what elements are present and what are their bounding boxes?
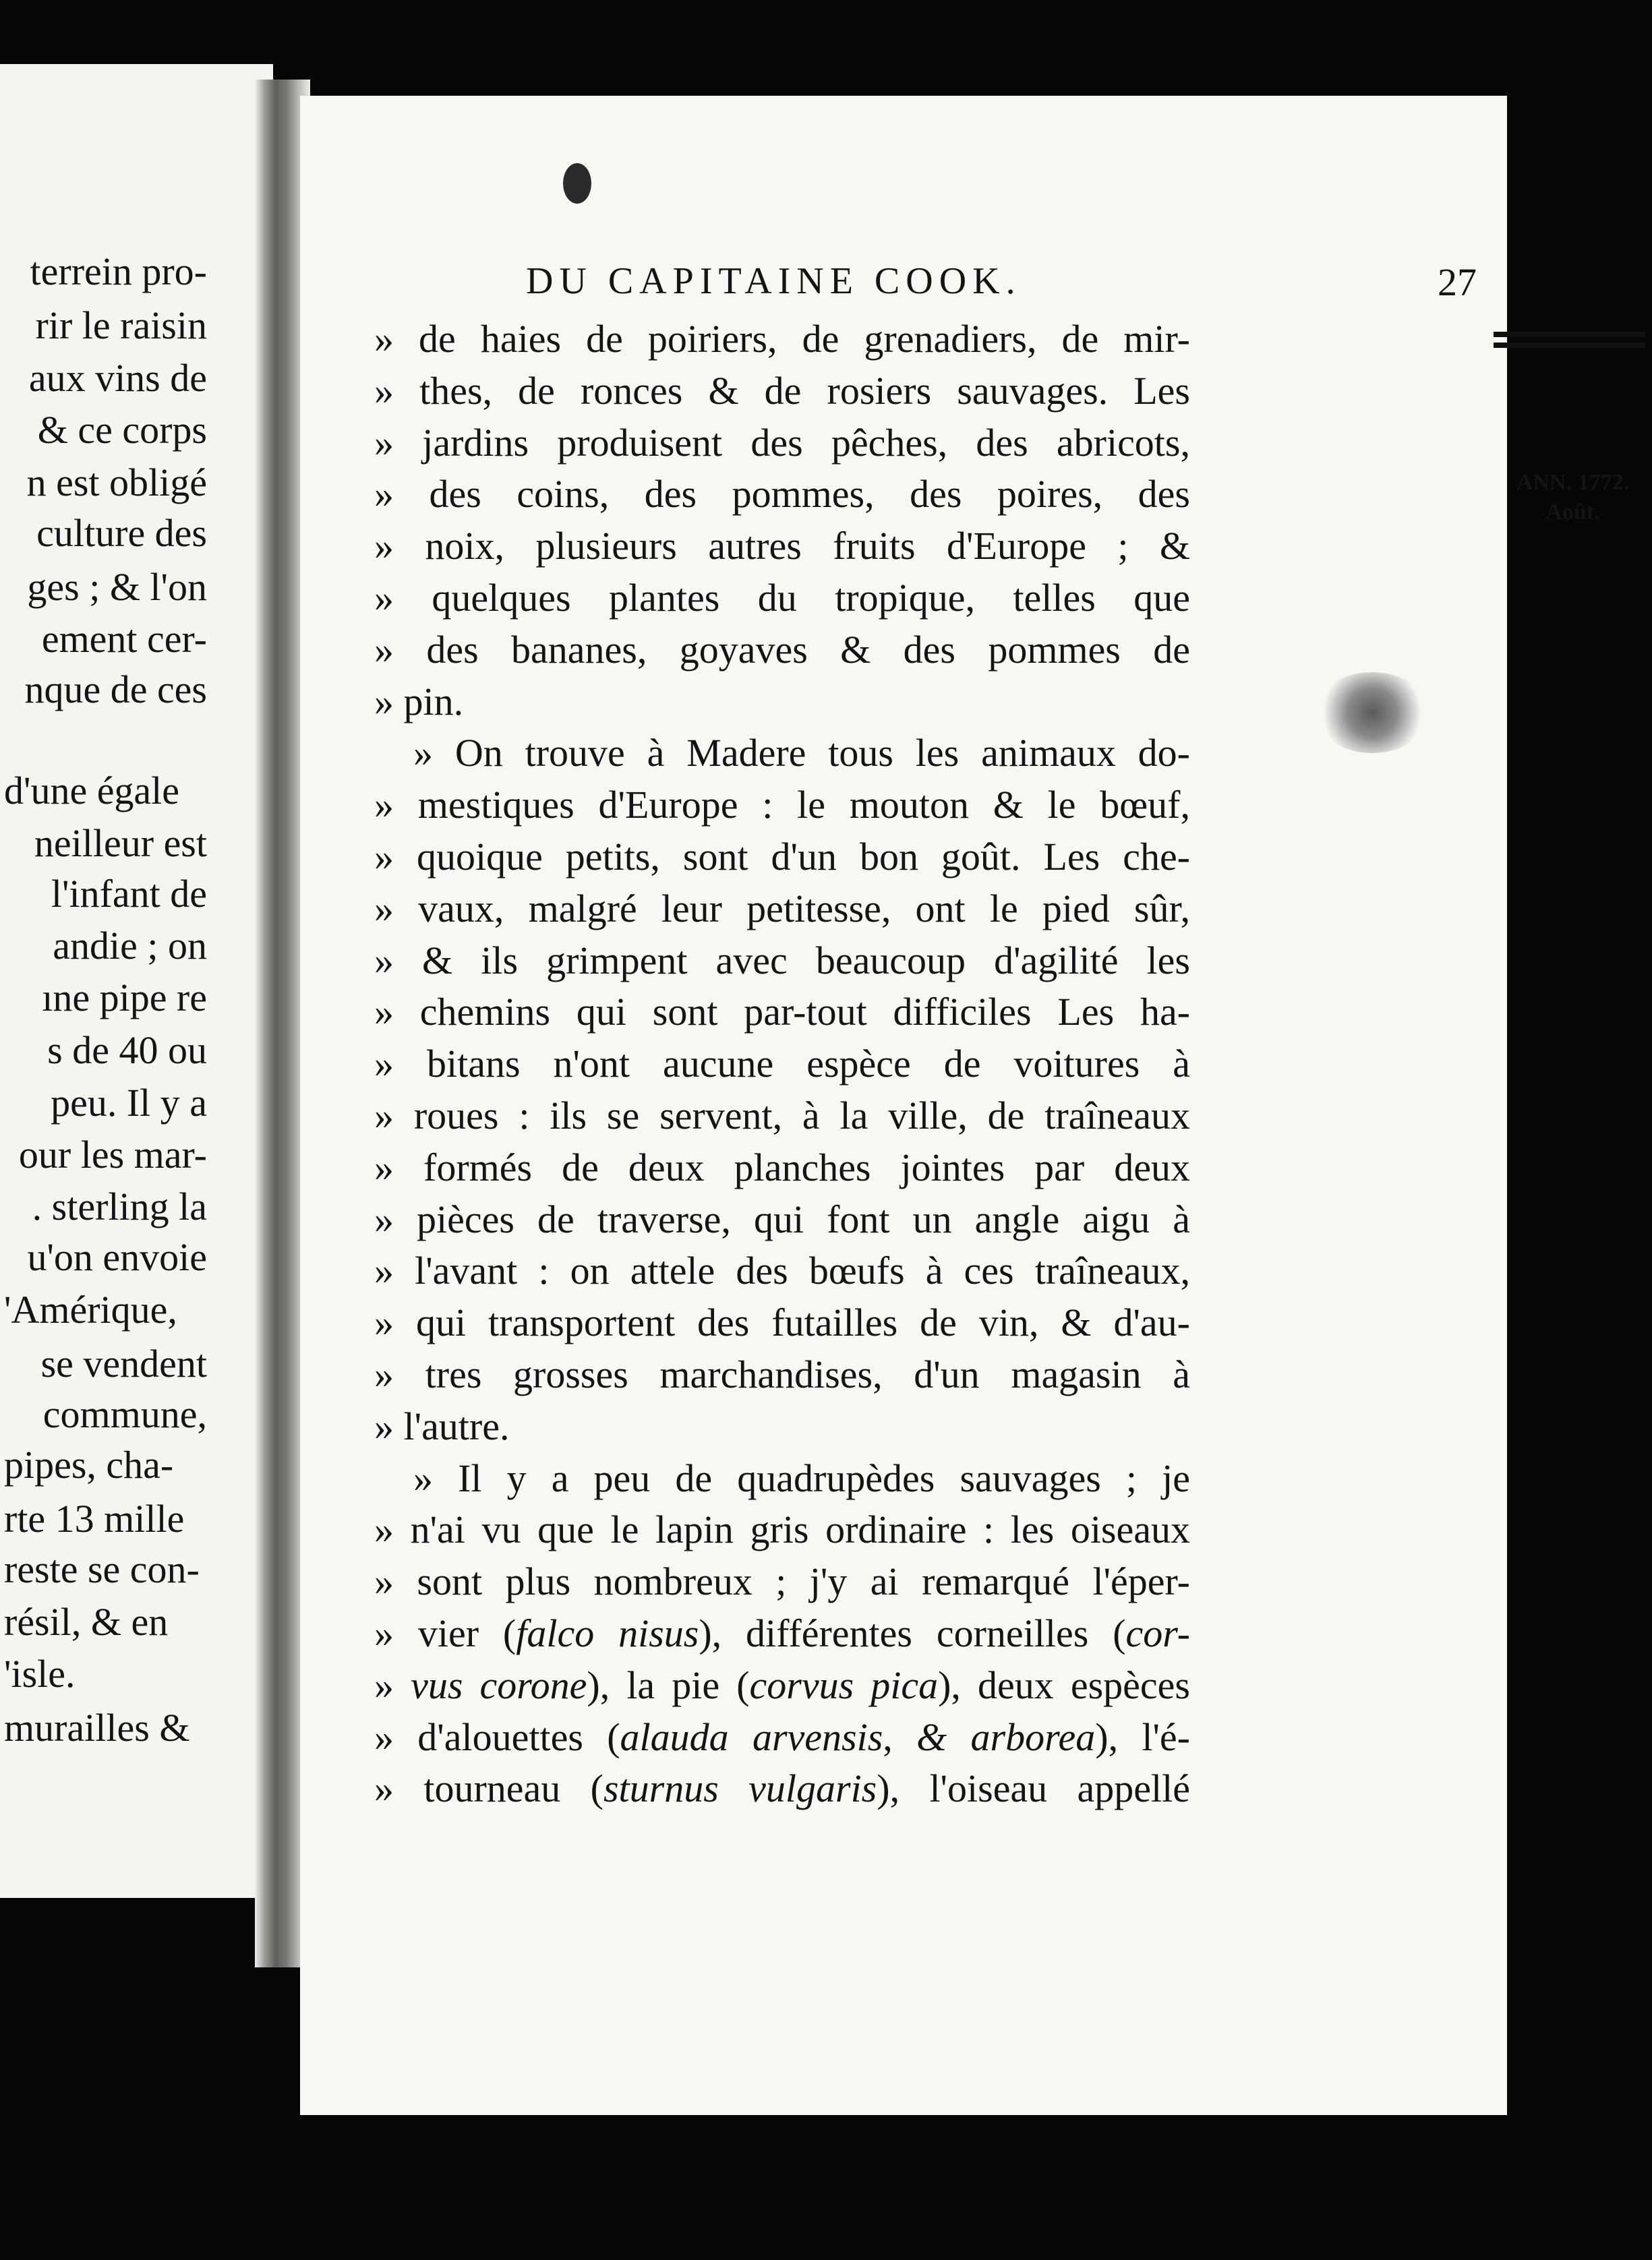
left-page-line: commune, xyxy=(42,1392,207,1436)
text-line: » l'avant : on attele des bœufs à ces traîneaux, xyxy=(374,1249,1190,1293)
text-line: » jardins produisent des pêches, des abricots, xyxy=(374,420,1190,465)
text-line: » pin. xyxy=(374,679,464,723)
text-line: » bitans n'ont aucune espèce de voitures à xyxy=(374,1042,1190,1086)
left-page-line: n est obligé xyxy=(26,460,207,504)
left-page-line: rir le raisin xyxy=(35,303,207,347)
text-line: » Il y a peu de quadrupèdes sauvages ; je xyxy=(413,1456,1190,1500)
text-line: » thes, de ronces & de rosiers sauvages. Les xyxy=(374,368,1190,413)
left-page-line: & ce corps xyxy=(37,408,207,452)
left-page-line: ges ; & l'on xyxy=(27,565,207,609)
left-page-fragment xyxy=(0,64,273,1898)
text-line: » tres grosses marchandises, d'un magasin à xyxy=(374,1352,1190,1396)
left-page-line: reste se con- xyxy=(4,1547,200,1591)
left-page-line: ıne pipe re xyxy=(42,976,207,1019)
left-page-line: murailles & xyxy=(4,1706,190,1750)
left-page-line: pipes, cha- xyxy=(4,1443,174,1487)
text-line: » vier (falco nisus), différentes corneilles (cor- xyxy=(374,1611,1190,1655)
left-page-line: aux vins de xyxy=(28,356,207,400)
page-number: 27 xyxy=(1438,260,1477,304)
left-page-line: u'on envoie xyxy=(27,1235,207,1279)
text-line: » d'alouettes (alauda arvensis, & arborea), l'é- xyxy=(374,1715,1190,1759)
text-line: » des bananes, goyaves & des pommes de xyxy=(374,627,1190,672)
text-line: » roues : ils se servent, à la ville, de traîneaux xyxy=(374,1093,1190,1137)
text-line: » & ils grimpent avec beaucoup d'agilité les xyxy=(374,938,1190,982)
text-line: » des coins, des pommes, des poires, des xyxy=(374,472,1190,516)
left-page-line: rte 13 mille xyxy=(4,1497,185,1541)
running-head: DU CAPITAINE COOK. xyxy=(526,260,1022,302)
left-page-line: ement cer- xyxy=(41,617,207,661)
text-line: » vaux, malgré leur petitesse, ont le pied sûr, xyxy=(374,886,1190,930)
text-line: » tourneau (sturnus vulgaris), l'oiseau appellé xyxy=(374,1766,1190,1811)
text-line: » quoique petits, sont d'un bon goût. Les che- xyxy=(374,834,1190,879)
left-page-line: se vendent xyxy=(40,1342,207,1386)
text-line: » n'ai vu que le lapin gris ordinaire : les oiseaux xyxy=(374,1508,1190,1552)
left-page-line: terrein pro- xyxy=(30,249,207,293)
left-page-line: peu. Il y a xyxy=(51,1081,207,1125)
left-page-line: andie ; on xyxy=(53,924,207,968)
left-page-line: s de 40 ou xyxy=(47,1028,207,1072)
ink-blot xyxy=(563,163,591,204)
main-text xyxy=(374,314,1190,1815)
text-line: » vus corone), la pie (corvus pica), deux espèces xyxy=(374,1663,1190,1707)
text-line: » qui transportent des futailles de vin, & d'au- xyxy=(374,1301,1190,1345)
left-page-line: 'Amérique, xyxy=(4,1288,177,1332)
margin-note-year: ANN. 1772. xyxy=(1516,470,1630,495)
ink-smudge xyxy=(1315,672,1429,753)
text-line: » On trouve à Madere tous les animaux do- xyxy=(413,731,1190,775)
text-line: » sont plus nombreux ; j'y ai remarqué l'éper- xyxy=(374,1559,1190,1604)
text-line: » pièces de traverse, qui font un angle aigu à xyxy=(374,1197,1190,1241)
text-line: » quelques plantes du tropique, telles que xyxy=(374,575,1190,620)
margin-rule xyxy=(1494,332,1645,348)
text-line: » de haies de poiriers, de grenadiers, de mir- xyxy=(374,317,1190,361)
left-page-line: d'une égale xyxy=(4,769,180,812)
text-line: » chemins qui sont par-tout difficiles Les ha- xyxy=(374,990,1190,1034)
left-page-line: résil, & en xyxy=(4,1600,169,1644)
text-line: » l'autre. xyxy=(374,1404,510,1448)
text-line: » formés de deux planches jointes par deux xyxy=(374,1145,1190,1189)
left-page-line: 'isle. xyxy=(4,1652,76,1696)
left-page-line: neilleur est xyxy=(34,821,207,865)
text-line: » mestiques d'Europe : le mouton & le bœuf, xyxy=(374,783,1190,827)
margin-note xyxy=(1494,468,1652,527)
left-page-line: l'infant de xyxy=(51,872,207,916)
left-page-line: culture des xyxy=(36,511,207,555)
margin-note-month: Août. xyxy=(1545,499,1600,525)
left-page-line: . sterling la xyxy=(32,1185,207,1228)
text-line: » noix, plusieurs autres fruits d'Europe ; & xyxy=(374,524,1190,568)
left-page-line: nque de ces xyxy=(24,667,207,711)
left-page-line: our les mar- xyxy=(18,1133,207,1177)
